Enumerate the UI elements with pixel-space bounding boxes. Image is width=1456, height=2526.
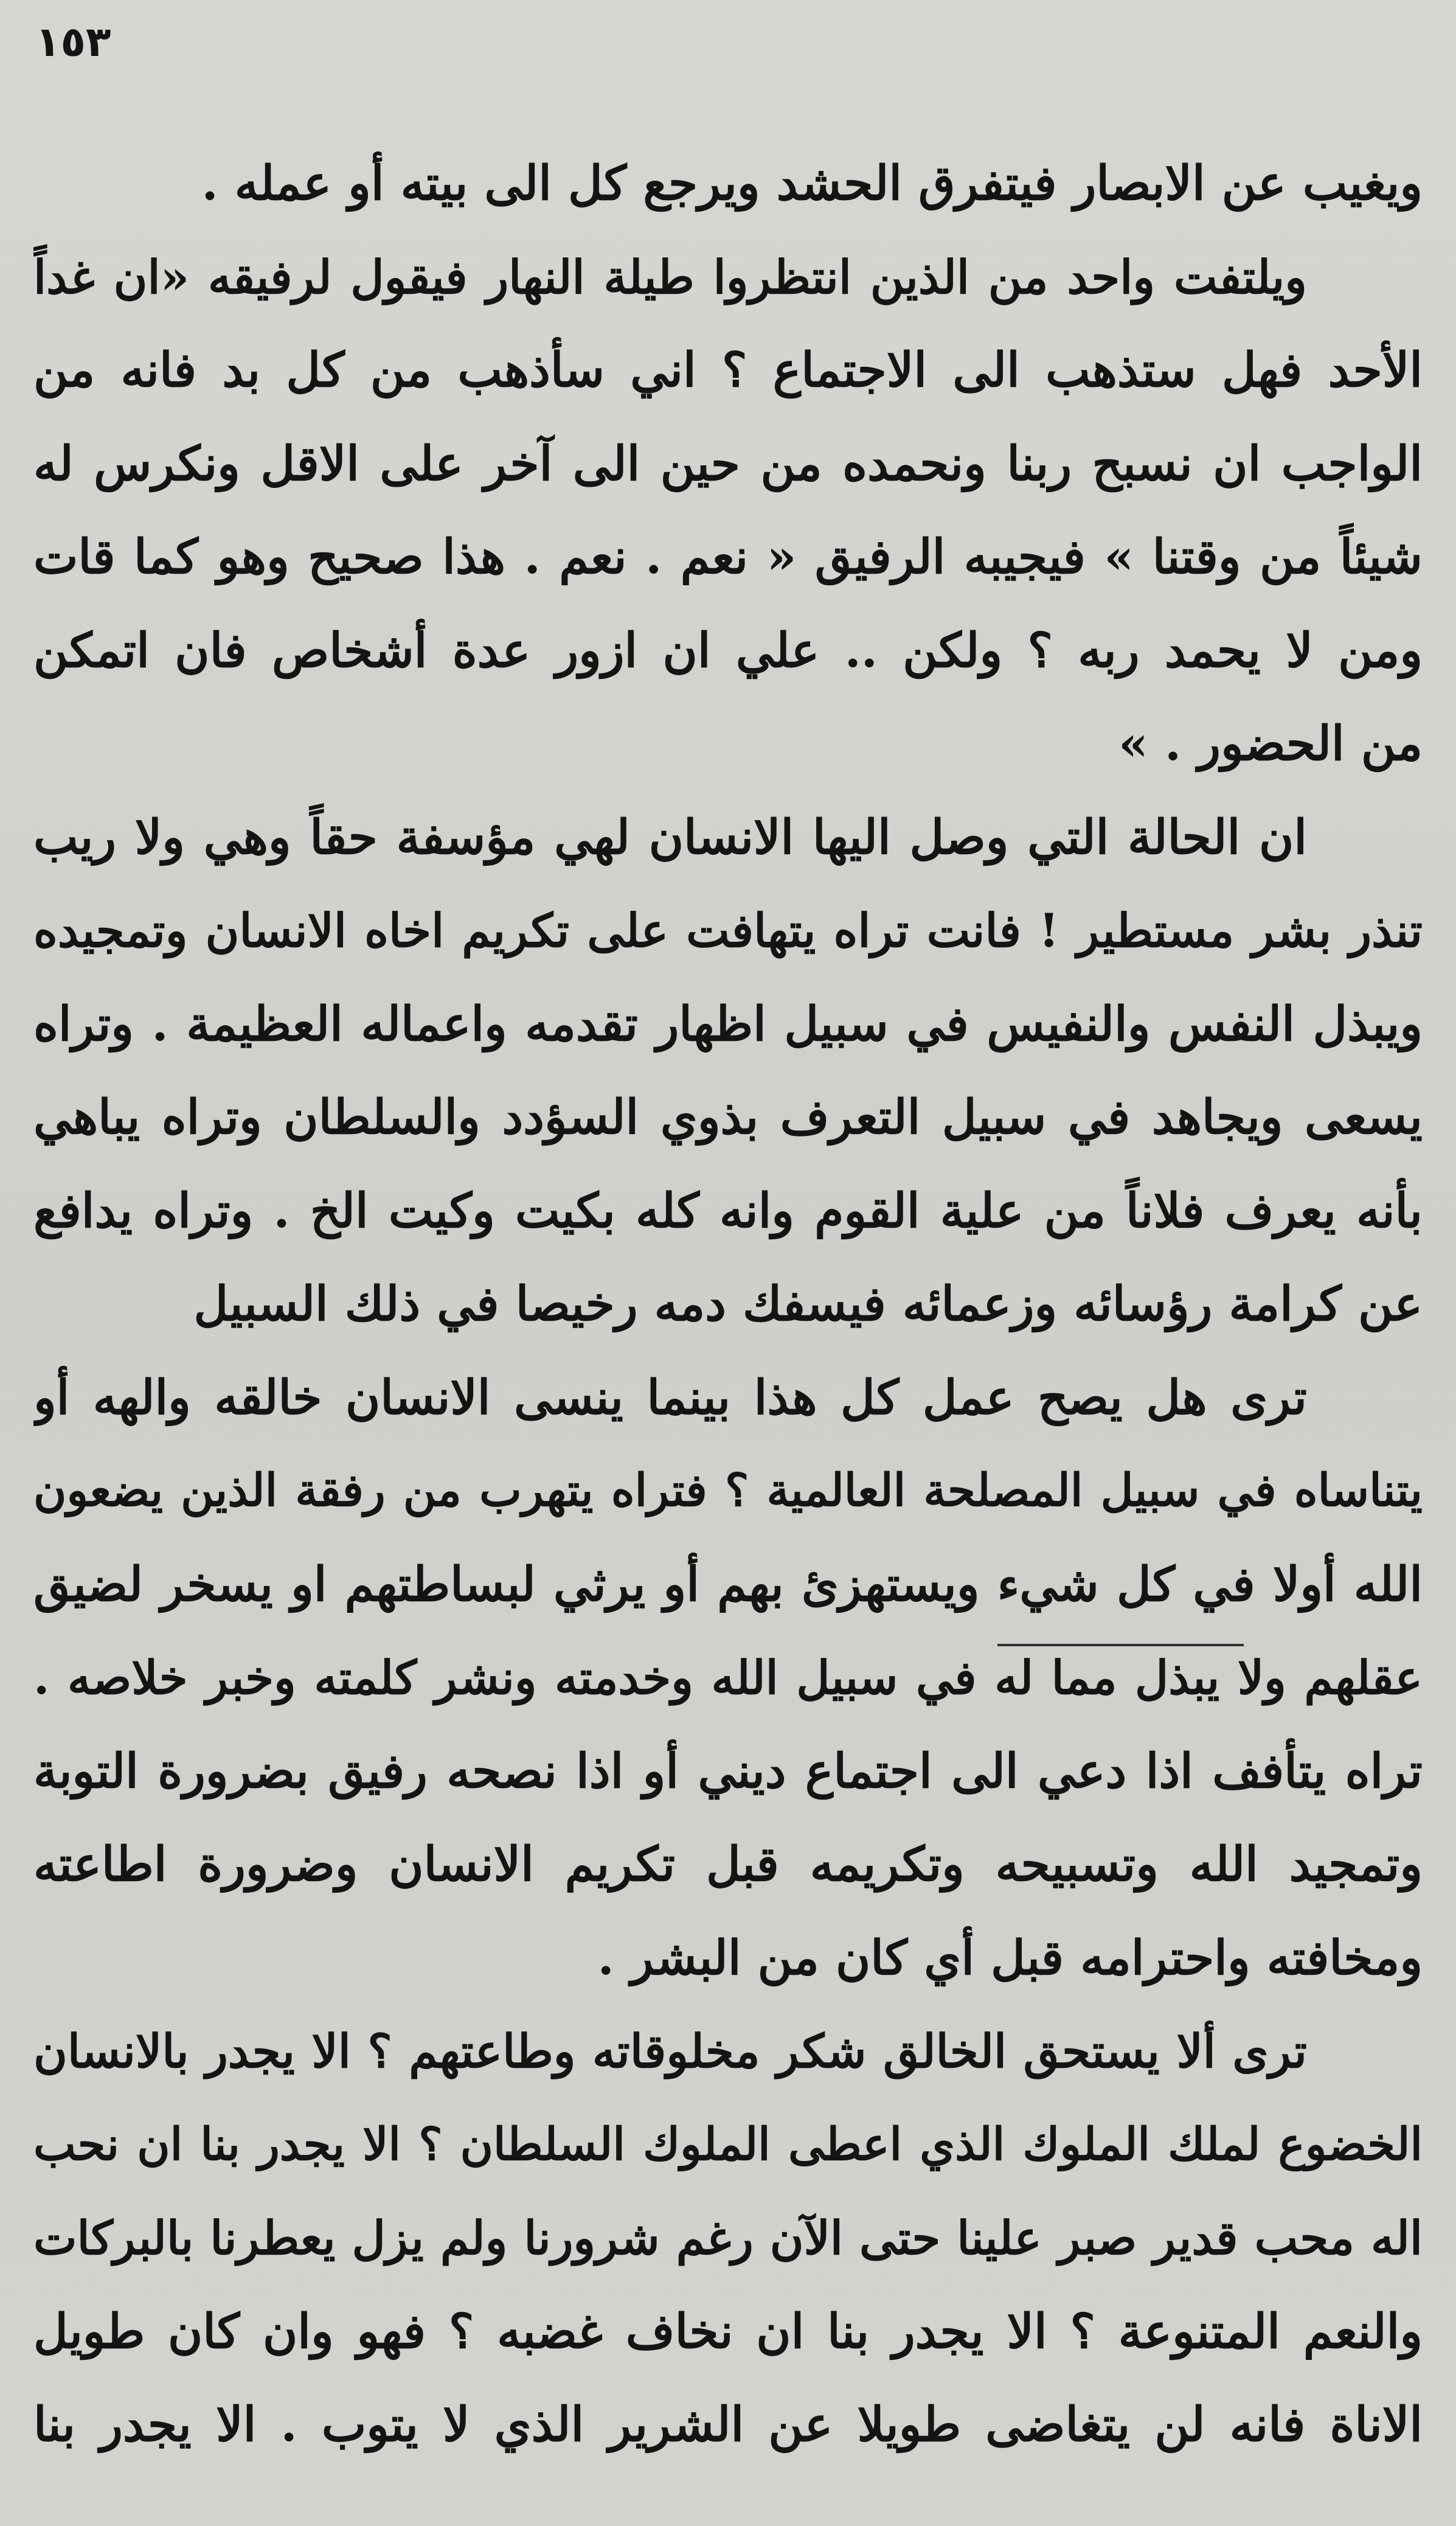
text-line: الله أولا في كل شيء ويستهزئ بهم أو يرثي لبساطتهم او يسخر لضيق [33,1556,1423,1612]
text-line: الخضوع لملك الملوك الذي اعطى الملوك السلطان ؟ الا يجدر بنا ان نحب [33,2118,1423,2171]
text-line: ويغيب عن الابصار فيتفرق الحشد ويرجع كل الى بيته أو عمله . [201,156,1423,211]
text-line: عقلهم ولا يبذل مما له في سبيل الله وخدمته ونشر كلمته وخبر خلاصه . [33,1651,1423,1705]
text-line: وتمجيد الله وتسبيحه وتكريمه قبل تكريم الانسان وضرورة اطاعته [33,1837,1423,1892]
text-line: تنذر بشر مستطير ! فانت تراه يتهافت على تكريم اخاه الانسان وتمجيده [33,903,1423,958]
text-line: ويبذل النفس والنفيس في سبيل اظهار تقدمه واعماله العظيمة . وتراه [33,996,1423,1052]
text-line: ان الحالة التي وصل اليها الانسان لهي مؤسفة حقاً وهي ولا ريب [33,809,1307,865]
text-line: بأنه يعرف فلاناً من علية القوم وانه كله بكيت وكيت الخ . وتراه يدافع [33,1183,1423,1239]
text-line: الاناة فانه لن يتغاضى طويلا عن الشرير الذي لا يتوب . الا يجدر بنا [33,2397,1423,2452]
page-number: ١٥٣ [35,18,111,66]
text-line: ترى ألا يستحق الخالق شكر مخلوقاته وطاعتهم ؟ الا يجدر بالانسان [33,2024,1307,2078]
body-text [33,137,1423,2472]
text-line: الأحد فهل ستذهب الى الاجتماع ؟ اني سأذهب من كل بد فانه من [33,343,1423,398]
text-line: الواجب ان نسبح ربنا ونحمده من حين الى آخر على الاقل ونكرس له [33,436,1423,492]
text-line: ويلتفت واحد من الذين انتظروا طيلة النهار فيقول لرفيقه «ان غداً [33,249,1307,304]
text-line: ومن لا يحمد ربه ؟ ولكن .. علي ان ازور عدة أشخاص فان اتمكن [33,622,1423,678]
text-line: تراه يتأفف اذا دعي الى اجتماع ديني أو اذا نصحه رفيق بضرورة التوبة [33,1743,1423,1799]
text-line: يتناساه في سبيل المصلحة العالمية ؟ فتراه يتهرب من رفقة الذين يضعون [33,1464,1423,1517]
text-line: يسعى ويجاهد في سبيل التعرف بذوي السؤدد والسلطان وتراه يباهي [33,1090,1423,1145]
text-line: عن كرامة رؤسائه وزعمائه فيسفك دمه رخيصا في ذلك السبيل [193,1276,1423,1332]
pen-underline-mark [997,1644,1244,1646]
text-line: اله محب قدير صبر علينا حتى الآن رغم شرورنا ولم يزل يعطرنا بالبركات [33,2211,1423,2265]
text-line: ترى هل يصح عمل كل هذا بينما ينسى الانسان خالقه والهه أو [33,1369,1307,1425]
text-line: والنعم المتنوعة ؟ الا يجدر بنا ان نخاف غضبه ؟ فهو وان كان طويل [33,2303,1423,2359]
text-line: ومخافته واحترامه قبل أي كان من البشر . [597,1930,1423,1986]
text-line: شيئاً من وقتنا » فيجيبه الرفيق « نعم . نعم . هذا صحيح وهو كما قات [33,529,1423,585]
text-line: من الحضور . » [1118,716,1423,771]
